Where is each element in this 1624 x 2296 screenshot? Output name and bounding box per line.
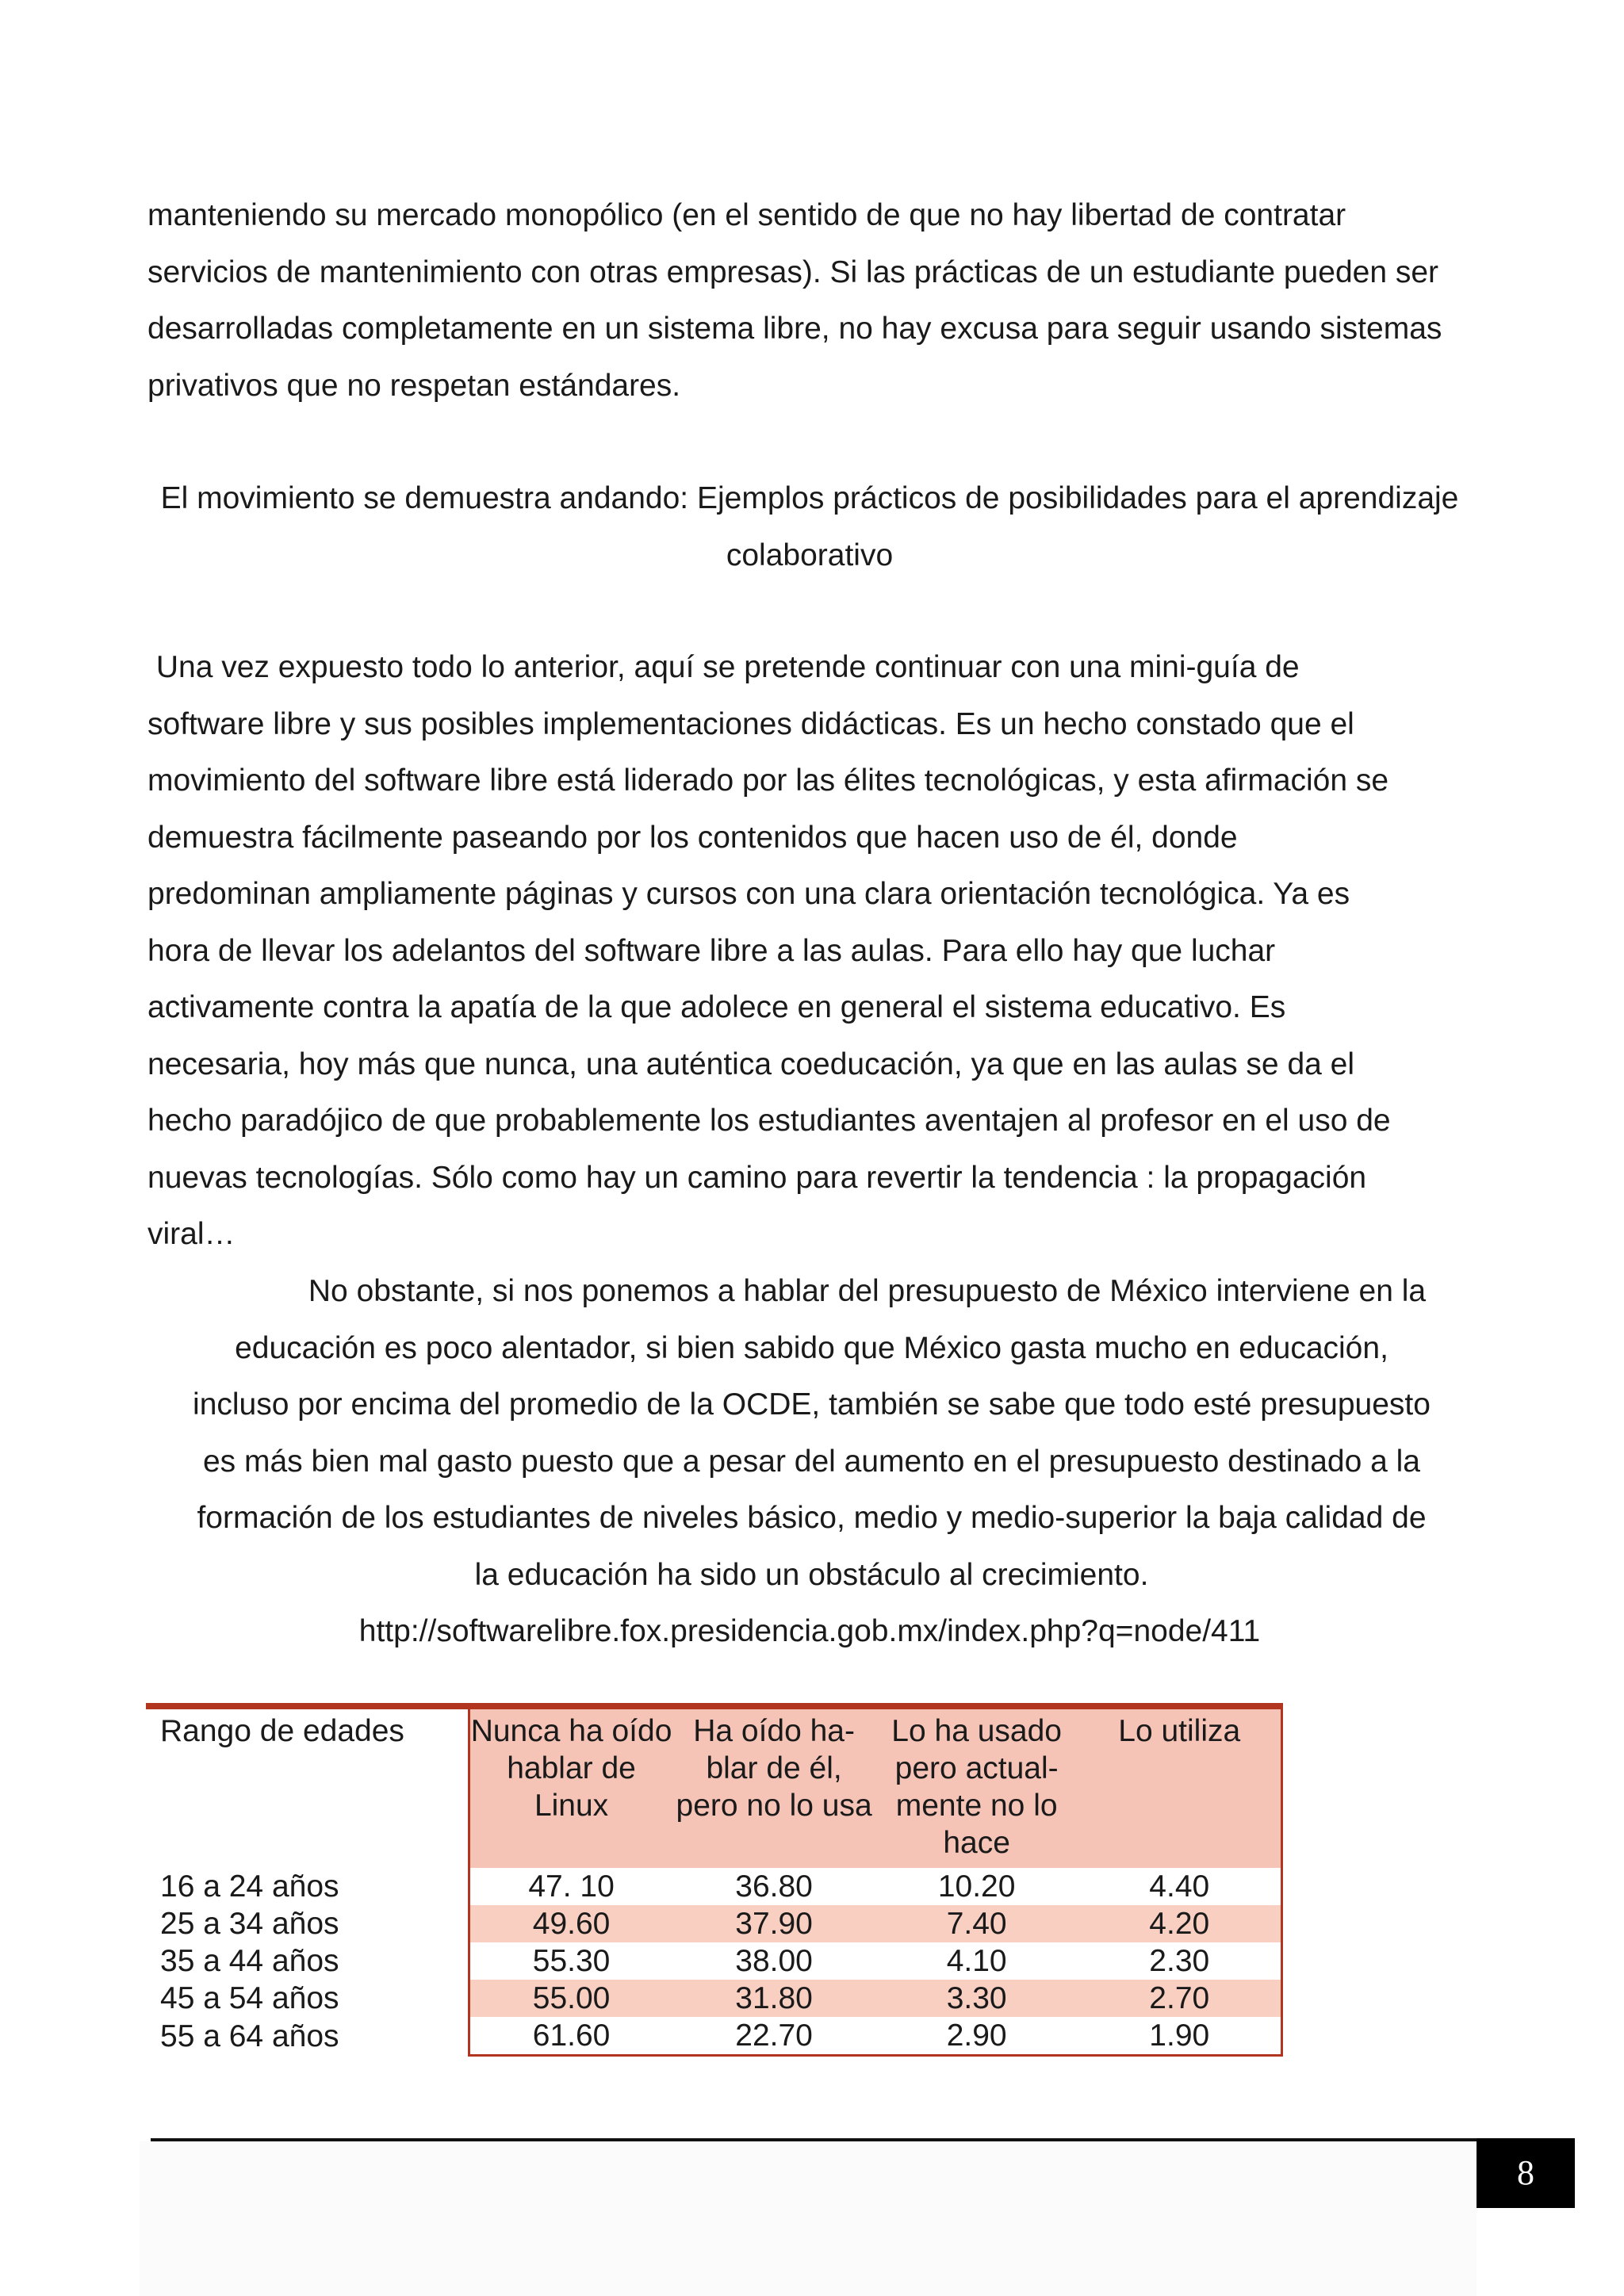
paragraph-line: hora de llevar los adelantos del software libre a las aulas. Para ello hay que luchar xyxy=(147,933,1276,968)
paragraph-intro: manteniendo su mercado monopólico (en el sentido de que no hay libertad de contratar servicios de mantenimiento con otras empresas). Si las prácticas de un estudiante pueden ser desarrolladas completamente en un sistema libre, no hay excusa para seguir usando sistemas privativos que no respetan estándares. xyxy=(147,198,1442,403)
table-header-row xyxy=(146,1709,1282,1868)
paragraph-line: activamente contra la apatía de la que adolece en general el sistema educativo. Es xyxy=(147,990,1286,1024)
header-never-heard: Nunca ha oído hablar de Linux xyxy=(469,1709,672,1868)
value-cell: 4.10 xyxy=(875,1942,1078,1980)
paragraph-line: viral… xyxy=(147,1217,236,1251)
header-age-range: Rango de edades xyxy=(160,1714,404,1748)
age-cell: 35 a 44 años xyxy=(160,1944,339,1978)
footer-rule xyxy=(151,2138,1570,2141)
age-cell: 55 a 64 años xyxy=(160,2019,339,2053)
age-cell: 25 a 34 años xyxy=(160,1907,339,1941)
value-cell: 38.00 xyxy=(672,1942,875,1980)
value-cell: 49.60 xyxy=(469,1905,672,1942)
paragraph-line: educación es poco alentador, si bien sabido que México gasta mucho en educación, xyxy=(235,1330,1388,1365)
table-row xyxy=(146,1942,1282,1980)
data-table xyxy=(146,1709,1283,2057)
value-cell: 31.80 xyxy=(672,1980,875,2017)
section-heading: El movimiento se demuestra andando: Ejemplos prácticos de posibilidades para el aprendizaje colaborativo xyxy=(160,481,1459,572)
paragraph-line: predominan ampliamente páginas y cursos con una clara orientación tecnológica. Ya es xyxy=(147,877,1350,911)
paragraph-line: nuevas tecnologías. Sólo como hay un camino para revertir la tendencia : la propagación xyxy=(147,1160,1367,1195)
paragraph-line: la educación ha sido un obstáculo al crecimiento. xyxy=(474,1557,1149,1592)
footer-background xyxy=(140,2141,1477,2296)
header-heard-not-used: Ha oído ha- blar de él, pero no lo usa xyxy=(672,1709,875,1868)
source-link[interactable]: http://softwarelibre.fox.presidencia.gob.mx/index.php?q=node/411 xyxy=(358,1614,1261,1648)
paragraph-line: movimiento del software libre está liderado por las élites tecnológicas, y esta afirmación se xyxy=(147,763,1389,798)
paragraph-line: demuestra fácilmente paseando por los contenidos que hacen uso de él, donde xyxy=(147,820,1238,855)
value-cell: 2.70 xyxy=(1078,1980,1282,2017)
paragraph-line: necesaria, hoy más que nunca, una auténtica coeducación, ya que en las aulas se da el xyxy=(147,1047,1355,1081)
paragraph-line: incluso por encima del promedio de la OCDE, también se sabe que todo esté presupuesto xyxy=(193,1387,1431,1422)
header-uses-it: Lo utiliza xyxy=(1078,1709,1282,1868)
value-cell: 4.40 xyxy=(1078,1868,1282,1905)
table-row xyxy=(146,1980,1282,2017)
paragraph-budget xyxy=(147,1263,1476,1603)
table-row xyxy=(146,2017,1282,2056)
value-cell: 61.60 xyxy=(469,2017,672,2056)
paragraph-body xyxy=(147,639,1472,1263)
value-cell: 10.20 xyxy=(875,1868,1078,1905)
page-number: 8 xyxy=(1477,2138,1575,2208)
paragraph-line: hecho paradójico de que probablemente los estudiantes aventajen al profesor en el uso de xyxy=(147,1104,1391,1138)
value-cell: 7.40 xyxy=(875,1905,1078,1942)
value-cell: 37.90 xyxy=(672,1905,875,1942)
table-row xyxy=(146,1868,1282,1905)
age-cell: 45 a 54 años xyxy=(160,1981,339,2015)
value-cell: 2.90 xyxy=(875,2017,1078,2056)
value-cell: 3.30 xyxy=(875,1980,1078,2017)
paragraph-line: No obstante, si nos ponemos a hablar del presupuesto de México interviene en la xyxy=(308,1274,1427,1308)
header-used-before: Lo ha usado pero actual- mente no lo hace xyxy=(875,1709,1078,1868)
value-cell: 4.20 xyxy=(1078,1905,1282,1942)
paragraph-line: software libre y sus posibles implementaciones didácticas. Es un hecho constado que el xyxy=(147,706,1354,741)
value-cell: 22.70 xyxy=(672,2017,875,2056)
value-cell: 55.30 xyxy=(469,1942,672,1980)
paragraph-line: Una vez expuesto todo lo anterior, aquí se pretende continuar con una mini-guía de xyxy=(147,650,1300,684)
table-row xyxy=(146,1905,1282,1942)
paragraph-line: es más bien mal gasto puesto que a pesar del aumento en el presupuesto destinado a la xyxy=(202,1444,1420,1479)
value-cell: 36.80 xyxy=(672,1868,875,1905)
value-cell: 55.00 xyxy=(469,1980,672,2017)
value-cell: 47. 10 xyxy=(469,1868,672,1905)
value-cell: 2.30 xyxy=(1078,1942,1282,1980)
age-cell: 16 a 24 años xyxy=(160,1869,339,1904)
table-top-rule xyxy=(146,1703,1283,1709)
paragraph-line: formación de los estudiantes de niveles básico, medio y medio-superior la baja calidad de xyxy=(197,1501,1427,1535)
value-cell: 1.90 xyxy=(1078,2017,1282,2056)
